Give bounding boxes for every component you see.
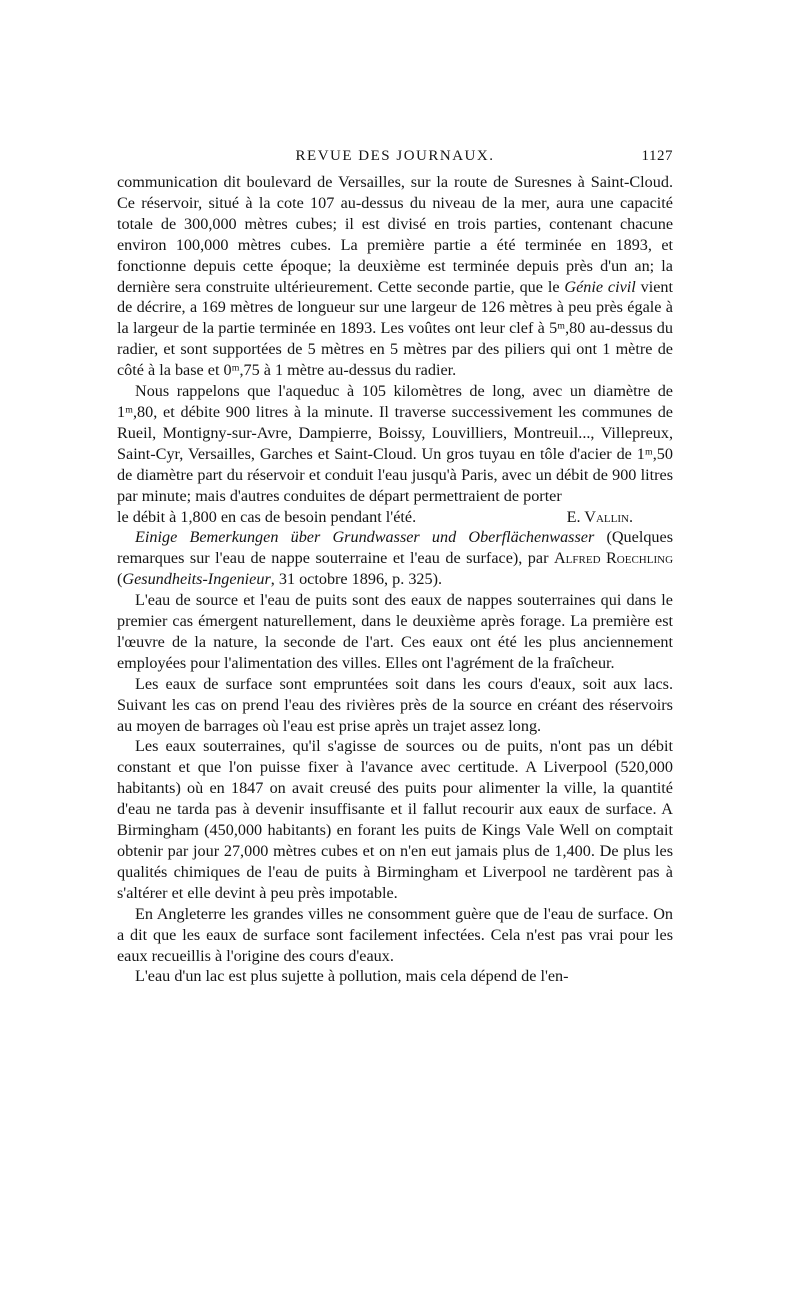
article-heading: Einige Bemerkungen über Grundwasser und Oberflächenwasser (Quelques remarques sur l'eau de nappe souterraine et l'eau de surface), par Alfred Roechling (Gesundheits-Ingenieur, 31 octobre 1896, p. 325). [117,528,674,589]
body-text [117,172,673,987]
paragraph: En Angleterre les grandes villes ne consomment guère que de l'eau de surface. On a dit que les eaux de surface sont facilement infectées. Cela n'est pas vrai pour les eaux recueillis à l'origine des cours d'eaux. [117,904,673,965]
source-journal: Gesundheits-Ingenieur [122,570,271,589]
signature: E. Vallin. [566,507,633,526]
signature-line: le débit à 1,800 en cas de besoin pendant l'été. E. Vallin. [117,507,633,526]
paragraph: communication dit boulevard de Versailles, sur la route de Suresnes à Saint-Cloud. Ce réservoir, situé à la cote 107 au-dessus du niveau de la mer, aura une capacité totale de 300,000 mètres cubes; il est divisé en trois parties, contenant chacune environ 100,000 mètres cubes. La première partie a été terminée en 1893, et fonctionne depuis cette époque; la deuxième est terminée depuis près d'un an; la dernière sera construite ultérieurement. Cette seconde partie, que le Génie civil vient de décrire, a 169 mètres de longueur sur une largeur de 126 mètres à peu près égale à la largeur de la partie terminée en 1893. Les voûtes ont leur clef à 5ᵐ,80 au-dessus du radier, et sont supportées de 5 mètres en 5 mètres par des piliers qui ont 1 mètre de côté à la base et 0ᵐ,75 à 1 mètre au-dessus du radier. [117,173,674,380]
running-title: REVUE DES JOURNAUX. [295,148,495,164]
source-reference: , 31 octobre 1896, p. 325). [270,570,443,589]
paragraph: Nous rappelons que l'aqueduc à 105 kilomètres de long, avec un diamètre de 1ᵐ,80, et débite 900 litres à la minute. Il traverse successivement les communes de Rueil, Montigny-sur-Avre, Dampierre, Boissy, Louvilliers, Montreuil..., Villepreux, Saint-Cyr, Versailles, Garches et Saint-Cloud. Un gros tuyau en tôle d'acier de 1ᵐ,50 de diamètre part du réservoir et conduit l'eau jusqu'à Paris, avec un débit de 900 litres par minute; mais d'autres conduites de départ permettraient de porter [117,382,673,505]
journal-name: Génie civil [564,277,636,296]
paragraph: L'eau d'un lac est plus sujette à pollution, mais cela dépend de l'en- [135,967,569,986]
page [117,148,673,987]
running-head [117,148,673,172]
paragraph: Les eaux de surface sont empruntées soit dans les cours d'eaux, soit aux lacs. Suivant les cas on prend l'eau des rivières près de la source en créant des réservoirs au moyen de barrages où l'eau est prise après un trajet assez long. [117,674,673,735]
paragraph: Les eaux souterraines, qu'il s'agisse de sources ou de puits, n'ont pas un débit constant et que l'on puisse fixer à l'avance avec certitude. A Liverpool (520,000 habitants) où en 1847 on avait creusé des puits pour alimenter la ville, la quantité d'eau ne tarda pas à devenir insuffisante et il fallut recourir aux eaux de surface. A Birmingham (450,000 habitants) en forant les puits de Kings Vale Well on comptait obtenir par jour 27,000 mètres cubes et on n'en eut jamais plus de 1,400. De plus les qualités chimiques de l'eau de puits à Birmingham et Liverpool ne tardèrent pas à s'altérer et elle devint à peu près impotable. [117,737,673,902]
paragraph: L'eau de source et l'eau de puits sont des eaux de nappes souterraines qui dans le premier cas émergent naturellement, dans le deuxième après forage. La première est l'œuvre de la nature, la seconde de l'art. Ces eaux ont été les plus anciennement employées pour l'alimentation des villes. Elles ont l'agrément de la fraîcheur. [117,591,673,672]
german-title: Einige Bemerkungen über Grundwasser und Oberflächenwasser [135,528,595,547]
author-name: Alfred Roechling [553,549,674,568]
french-title: (Quelques remarques sur l'eau de nappe souterraine et l'eau de surface), par [117,528,673,568]
page-number: 1127 [641,148,673,164]
